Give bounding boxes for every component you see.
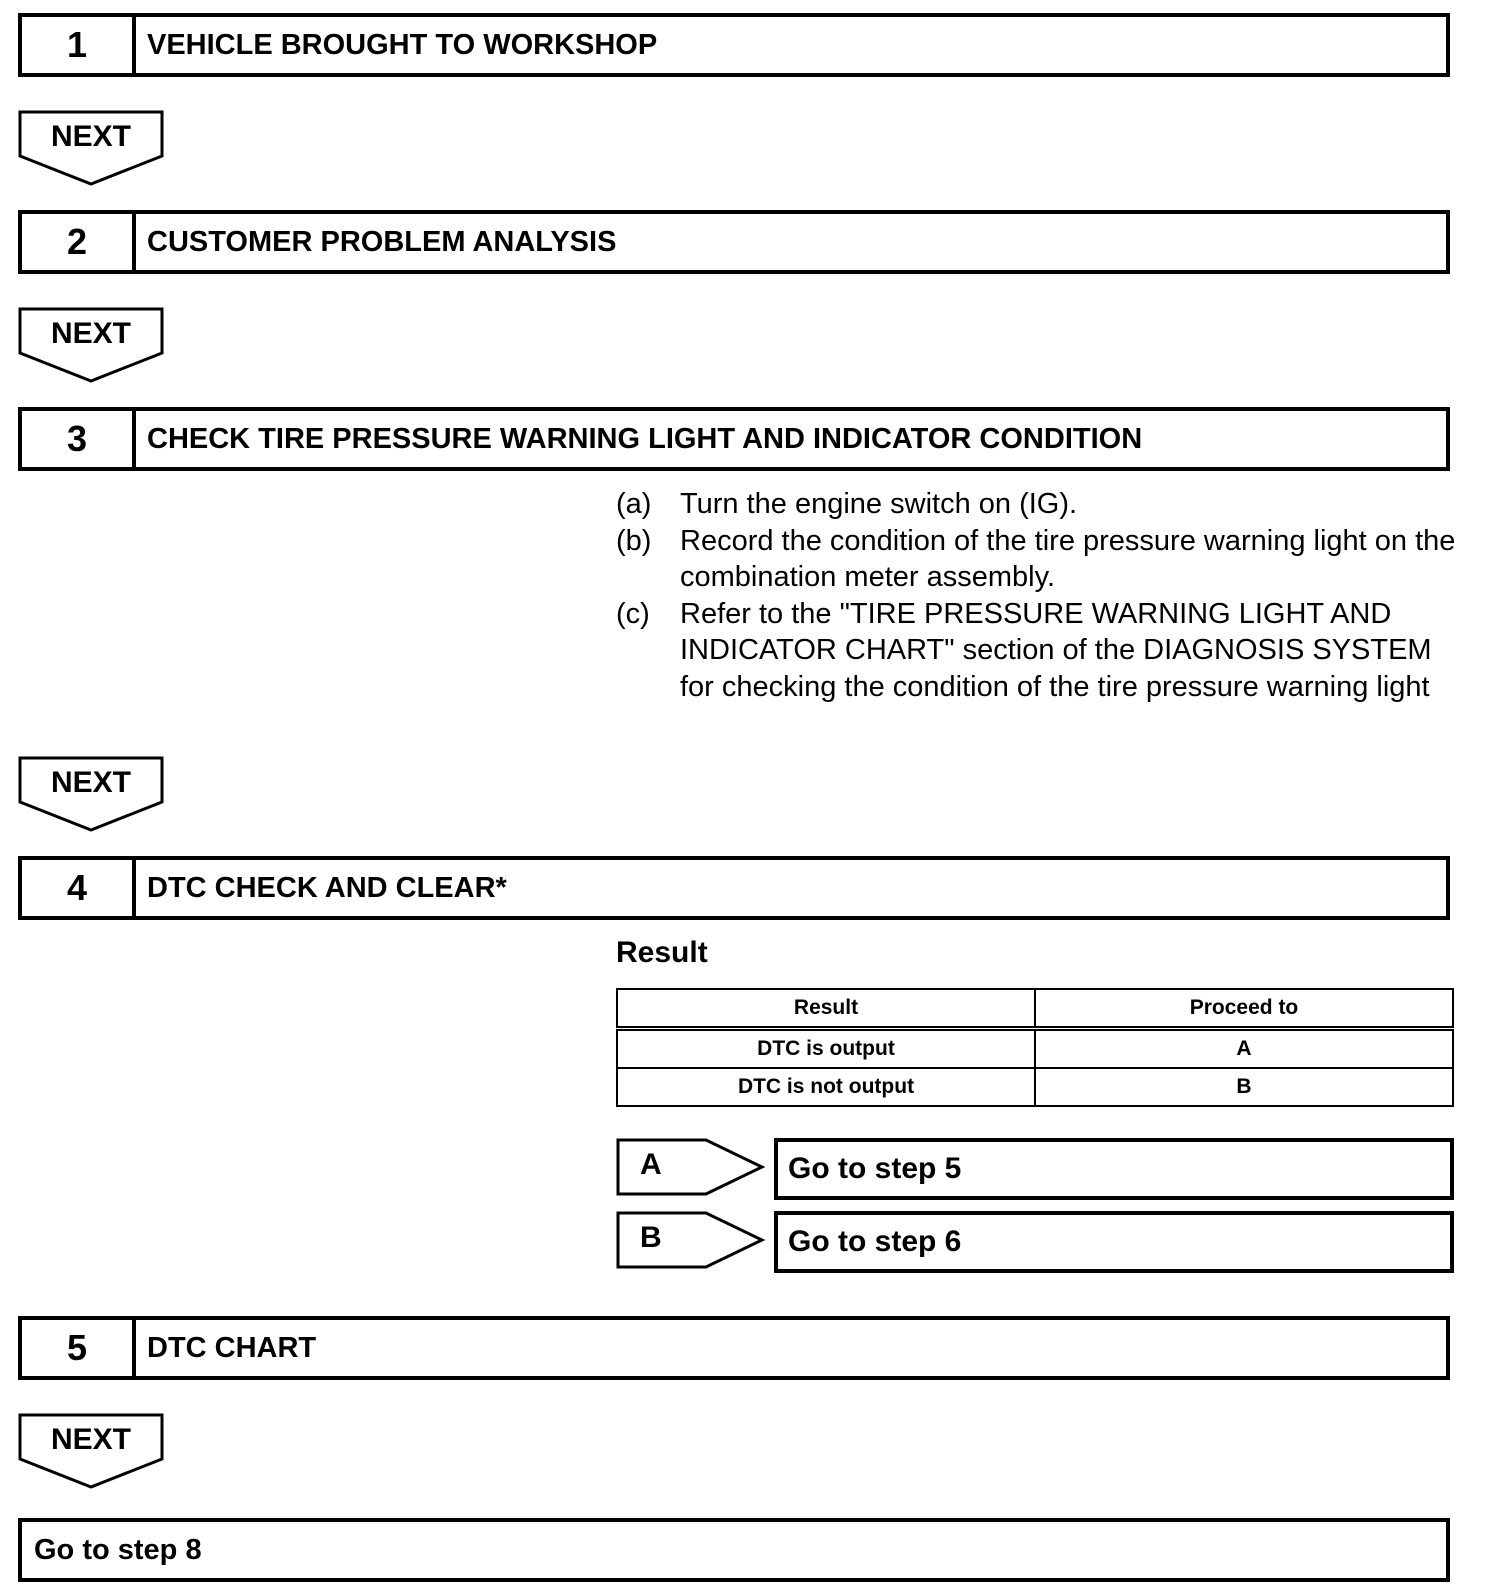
step-number: 5: [22, 1320, 136, 1376]
final-step-box: Go to step 8: [18, 1518, 1450, 1582]
step-4-header: [18, 856, 1450, 920]
branch-target: Go to step 5: [774, 1138, 1454, 1200]
table-row: [617, 1029, 1453, 1069]
step-number: 2: [22, 214, 136, 270]
table-cell: DTC is not output: [617, 1068, 1035, 1106]
step-title: DTC CHECK AND CLEAR*: [147, 871, 507, 904]
instruction-text: Record the condition of the tire pressure warning light on the combination meter assembly.: [680, 524, 1456, 593]
instruction-item: [616, 486, 1456, 523]
branch-letter: A: [640, 1148, 662, 1181]
instruction-letter: (b): [616, 524, 652, 557]
next-label: NEXT: [50, 120, 131, 153]
step-title: DTC CHART: [147, 1331, 317, 1364]
step-number: 3: [22, 411, 136, 467]
next-arrow-3: [18, 756, 164, 834]
branch-b: [616, 1211, 1454, 1269]
table-header-row: [617, 989, 1453, 1029]
branch-target: Go to step 6: [774, 1211, 1454, 1273]
result-table: [616, 988, 1454, 1107]
result-heading: Result: [616, 936, 708, 969]
step-3-header: [18, 407, 1450, 471]
branch-arrow-icon: [616, 1211, 766, 1269]
branch-letter: B: [640, 1221, 662, 1254]
instruction-item: [616, 596, 1456, 706]
step-number: 4: [22, 860, 136, 916]
instruction-text: Turn the engine switch on (IG).: [680, 488, 1078, 520]
table-cell: A: [1035, 1029, 1453, 1069]
table-cell: DTC is output: [617, 1029, 1035, 1069]
branch-arrow-icon: [616, 1138, 766, 1196]
step-title: CUSTOMER PROBLEM ANALYSIS: [147, 225, 617, 258]
step-5-header: [18, 1316, 1450, 1380]
step-title: CHECK TIRE PRESSURE WARNING LIGHT AND INDICATOR CONDITION: [147, 422, 1143, 455]
instruction-letter: (c): [616, 597, 650, 630]
branch-a: [616, 1138, 1454, 1196]
table-cell: B: [1035, 1068, 1453, 1106]
next-label: NEXT: [50, 766, 131, 799]
table-header-cell: Proceed to: [1035, 989, 1453, 1029]
table-header-cell: Result: [617, 989, 1035, 1029]
step-title: VEHICLE BROUGHT TO WORKSHOP: [147, 28, 658, 61]
instruction-item: [616, 523, 1456, 596]
next-label: NEXT: [50, 1423, 131, 1456]
next-arrow-4: [18, 1413, 164, 1491]
next-arrow-2: [18, 307, 164, 385]
next-label: NEXT: [50, 317, 131, 350]
step-number: 1: [22, 17, 136, 73]
instruction-letter: (a): [616, 488, 652, 520]
next-arrow-1: [18, 110, 164, 188]
table-row: [617, 1068, 1453, 1106]
step-3-instructions: [616, 486, 1456, 705]
step-1-header: [18, 13, 1450, 77]
step-2-header: [18, 210, 1450, 274]
instruction-text: Refer to the "TIRE PRESSURE WARNING LIGHT AND INDICATOR CHART" section of the DIAGNOSIS SYSTEM for checking the condition of the tire pressure warning light: [680, 597, 1432, 703]
